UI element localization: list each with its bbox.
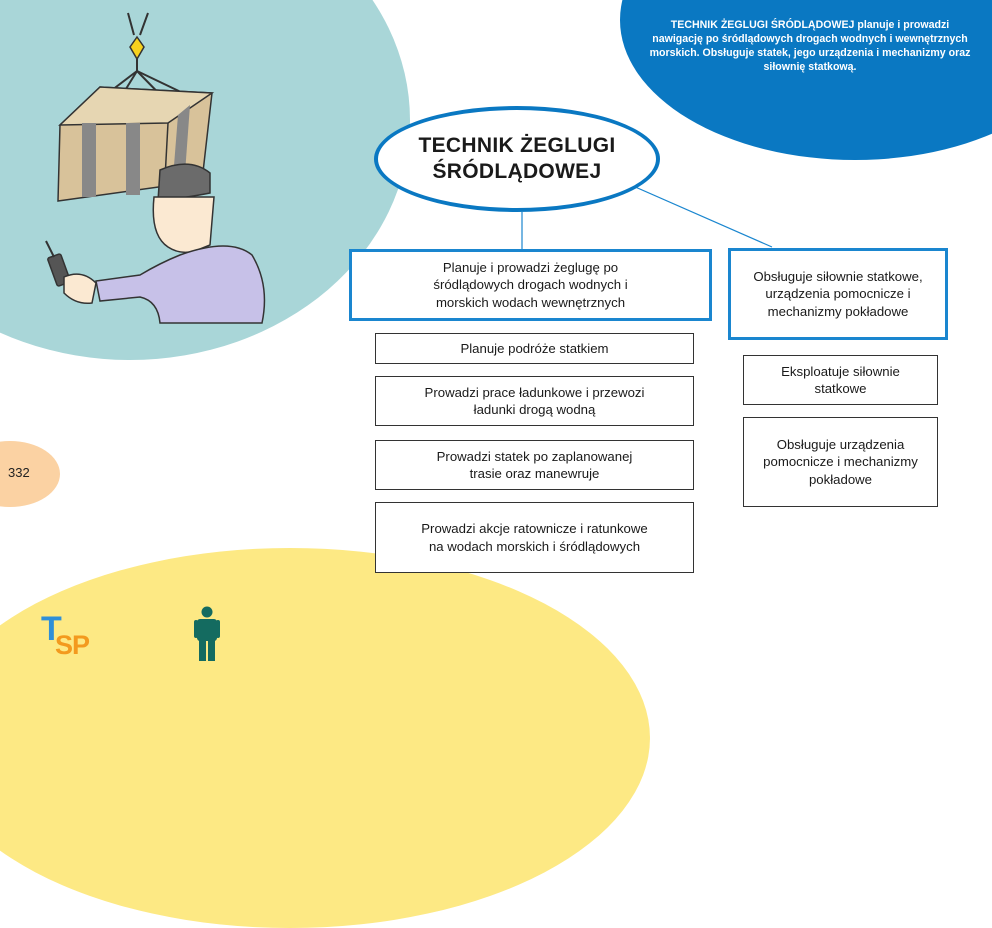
- profession-description: TECHNIK ŻEGLUGI ŚRÓDLĄDOWEJ planuje i prowadzi nawigację po śródlądowych drogach wodnych i wewnętrznych morskich. Obsługuje statek, jego urządzenia i mechanizmy oraz siłownię statkową.: [649, 19, 971, 73]
- task-item: [375, 440, 694, 490]
- main-task-engine-room-text: Obsługuje siłownie statkowe, urządzenia pomocnicze i mechanizmy pokładowe: [753, 268, 923, 319]
- task-item: [743, 355, 938, 405]
- task-item-text: Planuje podróże statkiem: [460, 340, 609, 356]
- page-number: 332: [8, 465, 30, 480]
- logo-letter-t: T: [41, 610, 62, 648]
- task-item: [375, 333, 694, 364]
- task-item-text: Prowadzi prace ładunkowe i przewozi ładunki drogą wodną: [424, 384, 645, 417]
- main-task-navigation-text: Planuje i prowadzi żeglugę po śródlądowych drogach wodnych i morskich wodach wewnętrznych: [433, 259, 628, 310]
- person-icon: [194, 606, 220, 662]
- task-item-text: Prowadzi akcje ratownicze i ratunkowe na wodach morskich i śródlądowych: [421, 521, 648, 554]
- task-item-text: Eksploatuje siłownie statkowe: [781, 363, 900, 396]
- tsp-logo: [41, 610, 111, 660]
- task-item: [375, 376, 694, 426]
- main-task-engine-room: [728, 248, 948, 340]
- profession-title-text: TECHNIK ŻEGLUGI ŚRÓDLĄDOWEJ: [418, 133, 616, 183]
- main-task-navigation: [349, 249, 712, 321]
- task-item: [375, 502, 694, 573]
- task-item: [743, 417, 938, 507]
- task-item-text: Prowadzi statek po zaplanowanej trasie oraz manewruje: [436, 448, 633, 481]
- logo-letters-sp: SP: [55, 630, 90, 660]
- task-item-text: Obsługuje urządzenia pomocnicze i mechanizmy pokładowe: [763, 436, 918, 487]
- profession-title: [374, 106, 660, 212]
